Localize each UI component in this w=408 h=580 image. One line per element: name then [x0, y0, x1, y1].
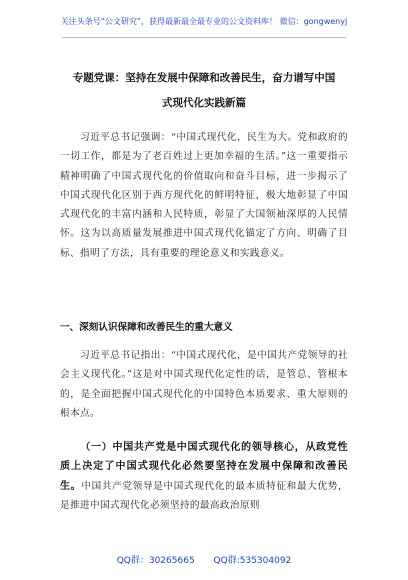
- paragraph-intro: [60, 128, 348, 263]
- title-line-1: 专题党课：坚持在发展中保障和改善民生，奋力谱写中国: [72, 72, 336, 84]
- section-heading-1: 一、深刻认识保障和改善民生的重大意义: [60, 322, 233, 333]
- paragraph-2: [60, 346, 348, 423]
- header-promo-text: 关注头条号“公文研究”，获得最新最全最专业的公文资料库！ 微信：gongwenyj: [60, 17, 348, 26]
- header-divider: [62, 37, 346, 38]
- title-line-2: 式现代化实践新篇: [162, 97, 246, 109]
- paragraph-intro-text: 习近平总书记强调：“中国式现代化，民生为大。党和政府的一切工作，都是为了老百姓过上更加幸福的生活。”这一重要指示精神明确了中国式现代化的价值取向和奋斗目标，进一步揭示了中国式现代化区别于西方现代化的鲜明特征，极大地彰显了中国式现代化的丰富内涵和人民特质，彰显了大国领袖深厚的人民情怀。这为以高质量发展推进中国式现代化锚定了方向、明确了目标、指明了方法，具有重要的理论意义和实践意义。: [60, 132, 348, 259]
- document-title: [40, 66, 368, 116]
- footer: [0, 553, 408, 566]
- paragraph-2-text: 习近平总书记指出：“中国式现代化，是中国共产党领导的社会主义现代化。”这是对中国式现代化定性的话，是管总、管根本的，是全面把握中国式现代化的中国特色本质要求、重大原则的根本点。: [60, 350, 348, 419]
- paragraph-3: [60, 438, 348, 515]
- subheading-1: （一）中国共产党是中国式现代化的领导核心，从政党性质上决定了中国式现代化必然要坚持在发展中保障和改善民生。: [60, 442, 348, 492]
- footer-qq-group-1: QQ群：30265665: [116, 556, 195, 566]
- paragraph-3-text: 中国共产党领导是中国式现代化的最本质特征和最大优势，是推进中国式现代化必须坚持的最高政治原则: [60, 480, 348, 511]
- footer-qq-group-2: QQ群:535304092: [213, 556, 292, 566]
